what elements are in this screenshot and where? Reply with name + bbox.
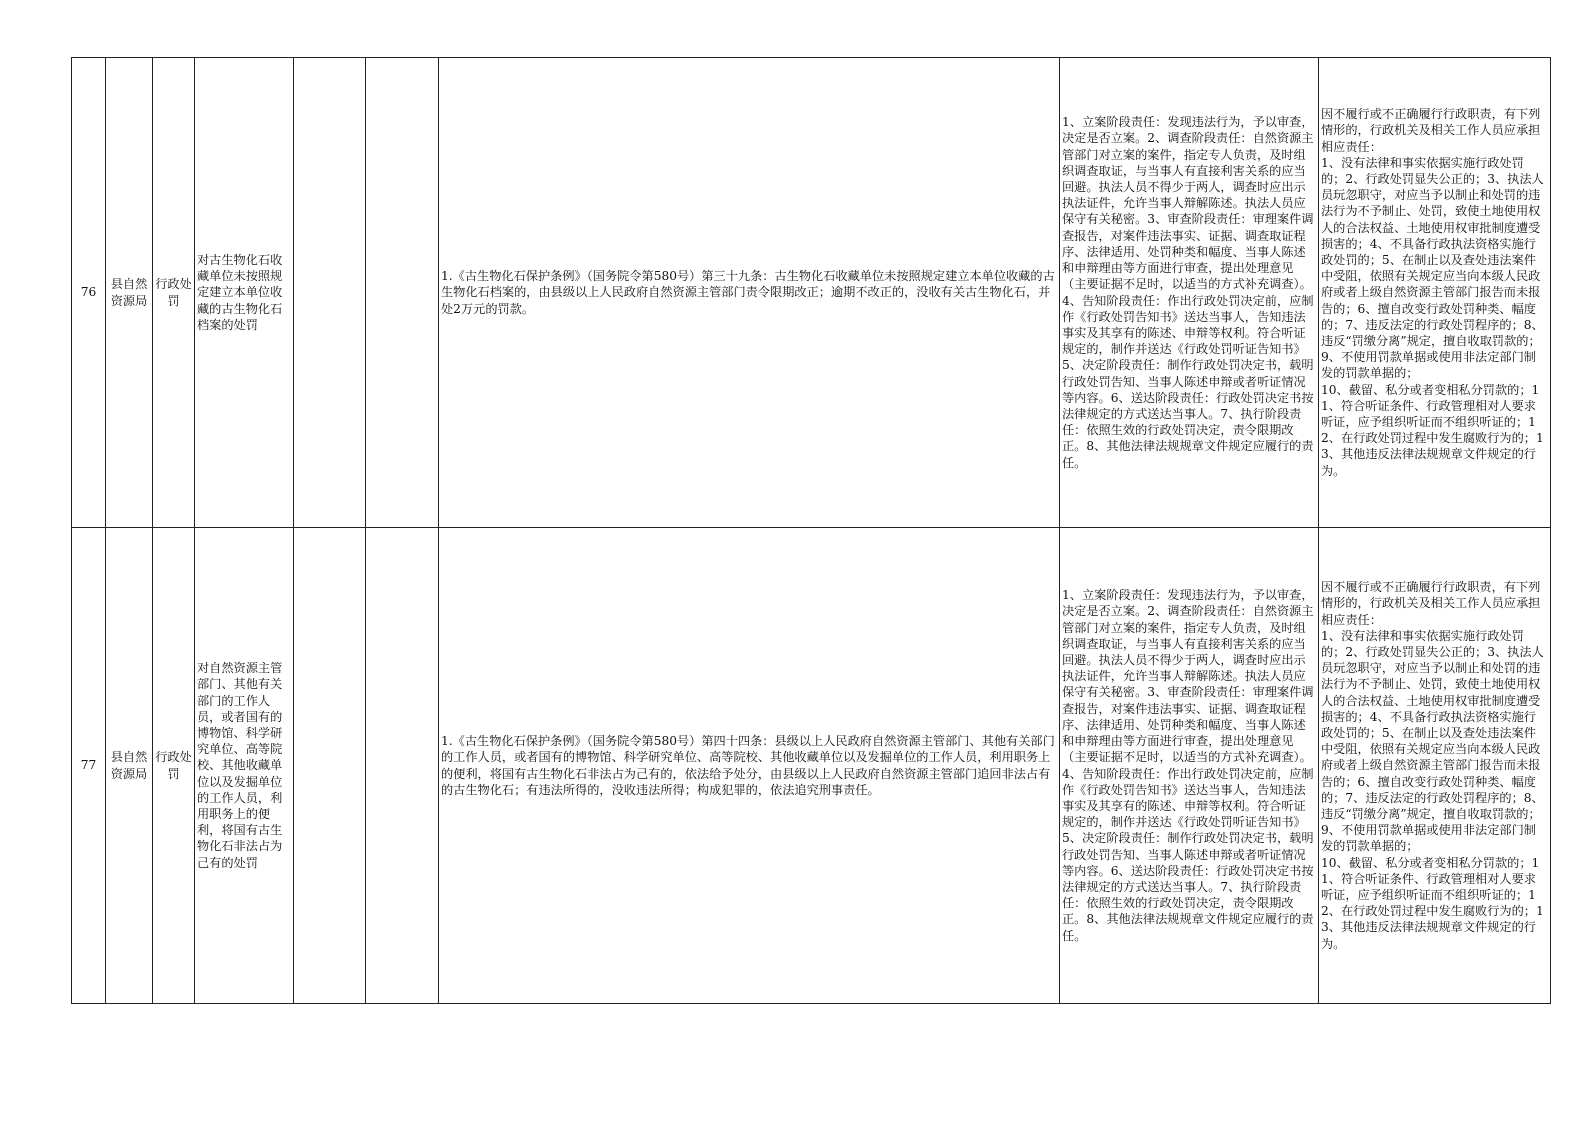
- responsibility-cell: 1、立案阶段责任：发现违法行为，予以审查，决定是否立案。2、调查阶段责任：自然资源主管部门对立案的案件，指定专人负责，及时组织调查取证，与当事人有直接利害关系的应当回避。执法人员不得少于两人，调查时应出示执法证件，允许当事人辩解陈述。执法人员应保守有关秘密。3、审查阶段责任：审理案件调查报告，对案件违法事实、证据、调查取证程序、法律适用、处罚种类和幅度、当事人陈述和申辩理由等方面进行审查，提出处理意见（主要证据不足时，以适当的方式补充调查）。4、告知阶段责任：作出行政处罚决定前，应制作《行政处罚告知书》送达当事人，告知违法事实及其享有的陈述、申辩等权利。符合听证规定的，制作并送达《行政处罚听证告知书》5、决定阶段责任：制作行政处罚决定书，载明行政处罚告知、当事人陈述申辩或者听证情况等内容。6、送达阶段责任：行政处罚决定书按法律规定的方式送达当事人。7、执行阶段责任：依照生效的行政处罚决定，责令限期改正。8、其他法律法规规章文件规定应履行的责任。: [1060, 58, 1319, 528]
- department-cell: 县自然资源局: [106, 528, 153, 1004]
- power-type-cell: 行政处罚: [153, 58, 195, 528]
- department-cell: 县自然资源局: [106, 58, 153, 528]
- accountability-cell: 因不履行或不正确履行行政职责，有下列情形的，行政机关及相关工作人员应承担相应责任： 1、没有法律和事实依据实施行政处罚的；2、行政处罚显失公正的；3、执法人员玩忽职守，对应当予以制止和处罚的违法行为不予制止、处罚，致使土地使用权人的合法权益、土地使用权审批制度遭受损害的；4、不具备行政执法资格实施行政处罚的；5、在制止以及查处违法案件中受阻，依照有关规定应当向本级人民政府或者上级自然资源主管部门报告而未报告的；6、擅自改变行政处罚种类、幅度的；7、违反法定的行政处罚程序的；8、违反“罚缴分离”规定，擅自收取罚款的；9、不使用罚款单据或使用非法定部门制发的罚款单据的； 10、截留、私分或者变相私分罚款的；11、符合听证条件、行政管理相对人要求听证，应予组织听证而不组织听证的；12、在行政处罚过程中发生腐败行为的；13、其他违反法律法规规章文件规定的行为。: [1319, 58, 1551, 528]
- row-number: 76: [72, 58, 106, 528]
- accountability-cell: 因不履行或不正确履行行政职责，有下列情形的，行政机关及相关工作人员应承担相应责任： 1、没有法律和事实依据实施行政处罚的；2、行政处罚显失公正的；3、执法人员玩忽职守，对应当予以制止和处罚的违法行为不予制止、处罚，致使土地使用权人的合法权益、土地使用权审批制度遭受损害的；4、不具备行政执法资格实施行政处罚的；5、在制止以及查处违法案件中受阻，依照有关规定应当向本级人民政府或者上级自然资源主管部门报告而未报告的；6、擅自改变行政处罚种类、幅度的；7、违反法定的行政处罚程序的；8、违反“罚缴分离”规定，擅自收取罚款的；9、不使用罚款单据或使用非法定部门制发的罚款单据的； 10、截留、私分或者变相私分罚款的；11、符合听证条件、行政管理相对人要求听证，应予组织听证而不组织听证的；12、在行政处罚过程中发生腐败行为的；13、其他违反法律法规规章文件规定的行为。: [1319, 528, 1551, 1004]
- legal-basis-cell: 1.《古生物化石保护条例》（国务院令第580号）第三十九条：古生物化石收藏单位未按照规定建立本单位收藏的古生物化石档案的，由县级以上人民政府自然资源主管部门责令限期改正；逾期不改正的，没收有关古生物化石，并处2万元的罚款。: [439, 58, 1060, 528]
- sub-item-cell: [294, 528, 366, 1004]
- legal-basis-cell: 1.《古生物化石保护条例》（国务院令第580号）第四十四条：县级以上人民政府自然资源主管部门、其他有关部门的工作人员，或者国有的博物馆、科学研究单位、高等院校、其他收藏单位以及发掘单位的工作人员，利用职务上的便利，将国有古生物化石非法占为己有的，依法给予处分，由县级以上人民政府自然资源主管部门追回非法占有的古生物化石；有违法所得的，没收违法所得；构成犯罪的，依法追究刑事责任。: [439, 528, 1060, 1004]
- table-row: [72, 528, 1551, 1004]
- row-number: 77: [72, 528, 106, 1004]
- power-list-table: [71, 57, 1551, 1004]
- code-cell: [366, 528, 439, 1004]
- power-type-cell: 行政处罚: [153, 528, 195, 1004]
- responsibility-cell: 1、立案阶段责任：发现违法行为，予以审查，决定是否立案。2、调查阶段责任：自然资源主管部门对立案的案件，指定专人负责，及时组织调查取证，与当事人有直接利害关系的应当回避。执法人员不得少于两人，调查时应出示执法证件，允许当事人辩解陈述。执法人员应保守有关秘密。3、审查阶段责任：审理案件调查报告，对案件违法事实、证据、调查取证程序、法律适用、处罚种类和幅度、当事人陈述和申辩理由等方面进行审查，提出处理意见（主要证据不足时，以适当的方式补充调查）。4、告知阶段责任：作出行政处罚决定前，应制作《行政处罚告知书》送达当事人，告知违法事实及其享有的陈述、申辩等权利。符合听证规定的，制作并送达《行政处罚听证告知书》5、决定阶段责任：制作行政处罚决定书，载明行政处罚告知、当事人陈述申辩或者听证情况等内容。6、送达阶段责任：行政处罚决定书按法律规定的方式送达当事人。7、执行阶段责任：依照生效的行政处罚决定，责令限期改正。8、其他法律法规规章文件规定应履行的责任。: [1060, 528, 1319, 1004]
- item-name-cell: 对古生物化石收藏单位未按照规定建立本单位收藏的古生物化石档案的处罚: [195, 58, 294, 528]
- sub-item-cell: [294, 58, 366, 528]
- table-row: [72, 58, 1551, 528]
- code-cell: [366, 58, 439, 528]
- item-name-cell: 对自然资源主管部门、其他有关部门的工作人员，或者国有的博物馆、科学研究单位、高等院校、其他收藏单位以及发掘单位的工作人员，利用职务上的便 利，将国有古生物化石非法占为己有的处罚: [195, 528, 294, 1004]
